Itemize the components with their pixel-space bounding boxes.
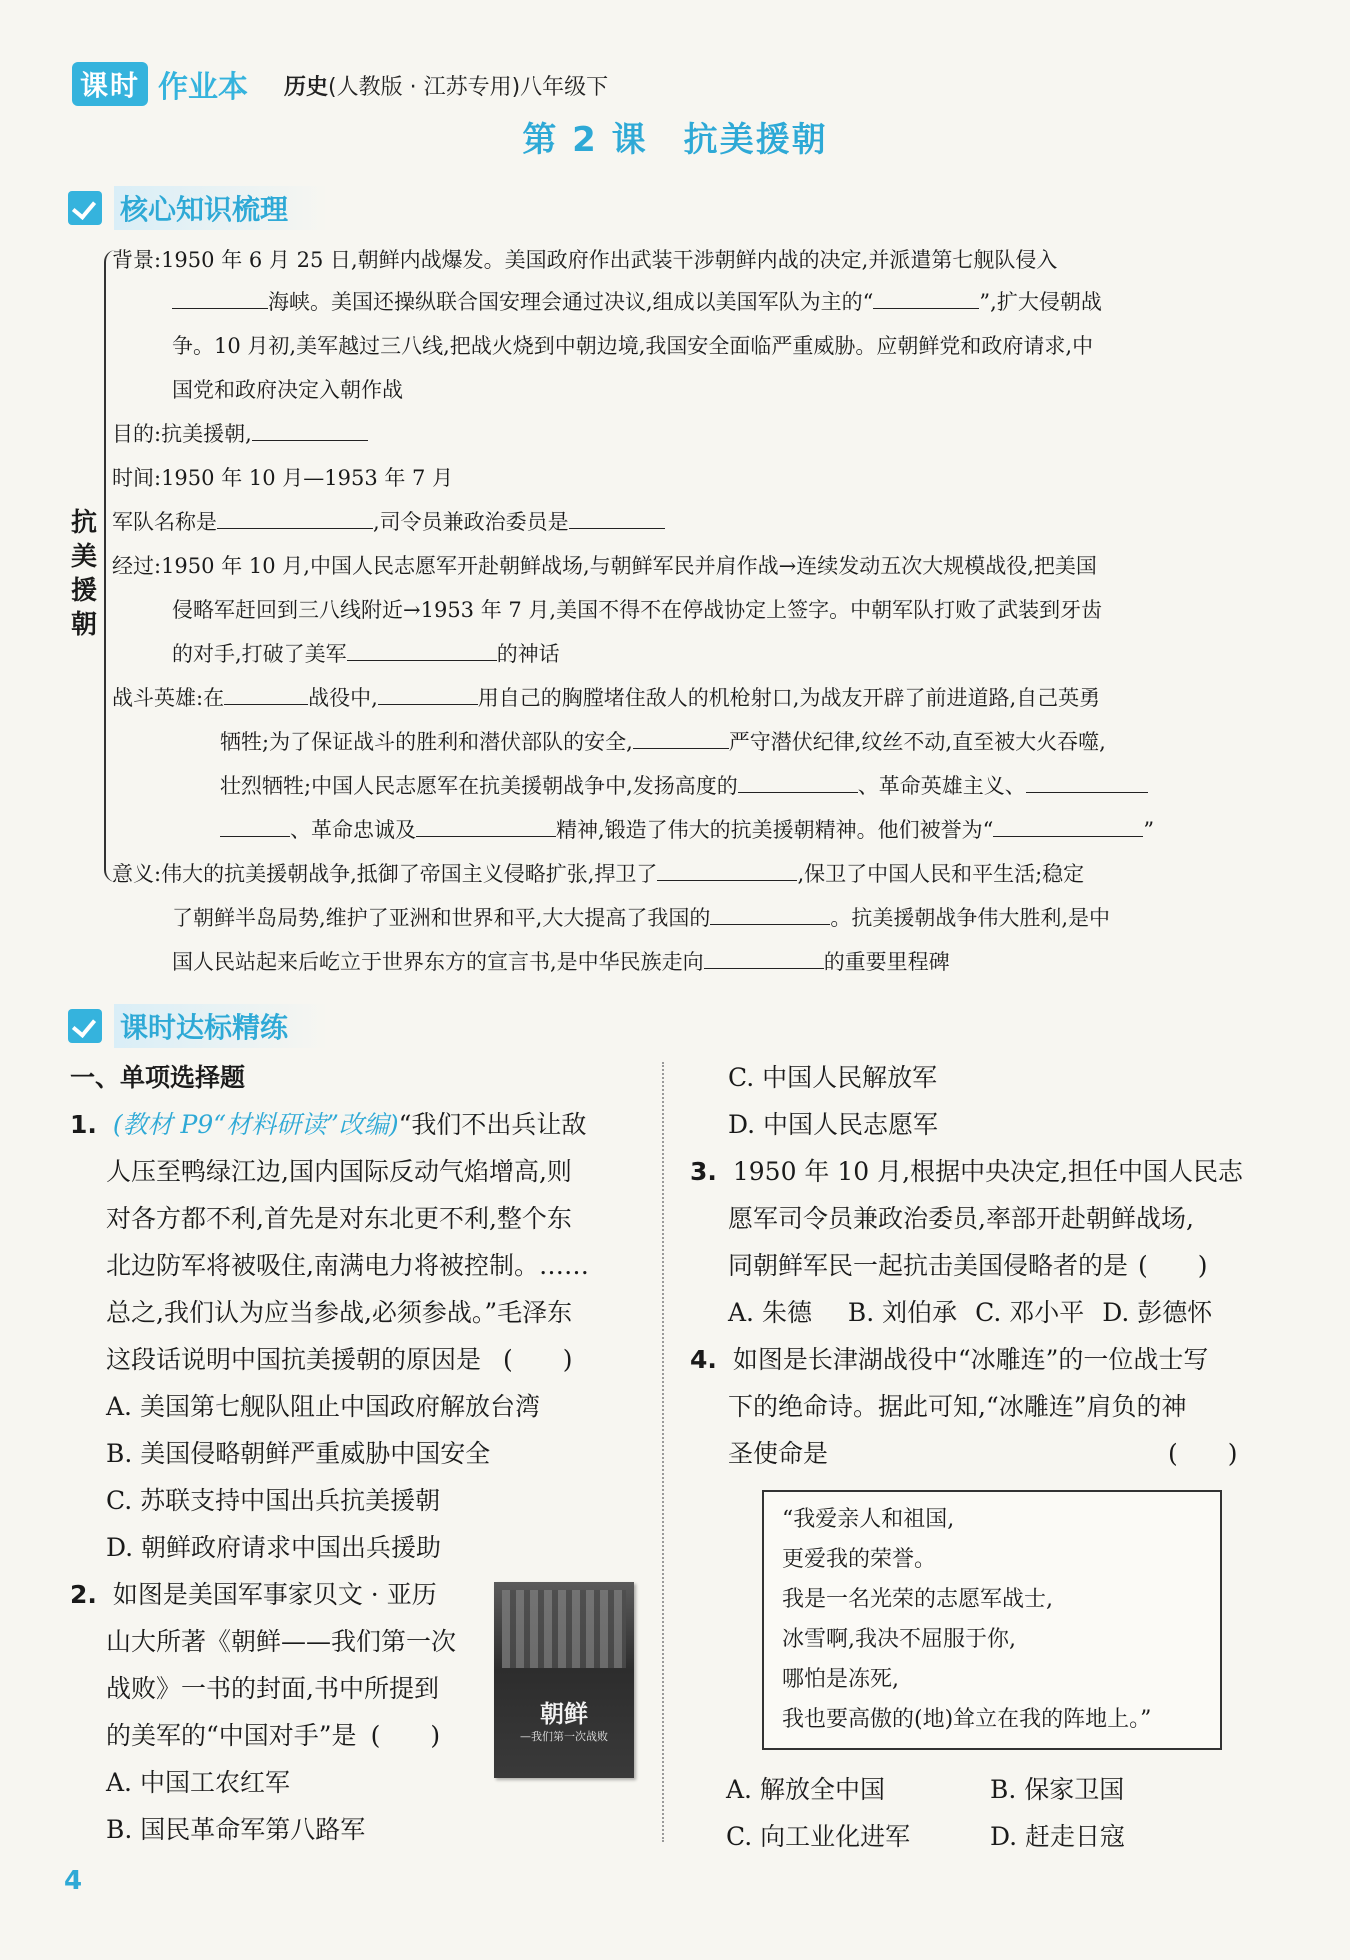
option-a[interactable]: A. 中国工农红军 [106,1768,290,1797]
tree-topic-label: 抗 美 援 朝 [70,508,97,640]
brand-logo: 课时 [72,62,148,106]
tree-line: 、革命忠诚及 精神,锻造了伟大的抗美援朝精神。他们被誉为“ ” [220,814,1154,846]
part-title: 一、单项选择题 [70,1063,246,1092]
poem-line: “我爱亲人和祖国, [782,1507,955,1532]
book-title [284,70,608,101]
option-c[interactable]: C. 苏联支持中国出兵抗美援朝 [106,1486,441,1515]
question-number: 1. [70,1110,97,1139]
fill-blank[interactable] [224,682,308,705]
fill-blank[interactable] [569,506,665,529]
question-3-line: 3. 1950 年 10 月,根据中央决定,担任中国人民志 [690,1157,1244,1186]
option-b[interactable]: B. 国民革命军第八路军 [106,1815,366,1844]
tree-line: 国人民站起来后屹立于世界东方的宣言书,是中华民族走向 的重要里程碑 [172,946,950,978]
question-1-line: 这段话说明中国抗美援朝的原因是 ( ) [106,1336,573,1383]
question-number: 4. [690,1345,717,1374]
question-1-line: 总之,我们认为应当参战,必须参战。”毛泽东 [106,1298,573,1327]
answer-parentheses[interactable]: ( ) [370,1721,441,1750]
fill-blank[interactable] [873,286,979,309]
poem-line: 冰雪啊,我决不屈服于你, [782,1627,1016,1652]
question-1-line: 人压至鸭绿江边,国内国际反动气焰增高,则 [106,1157,572,1186]
poem-line: 我是一名光荣的志愿军战士, [782,1587,1053,1612]
question-2-line: 的美军的“中国对手”是 ( ) [106,1712,440,1759]
option-c[interactable]: C. 邓小平 [975,1298,1085,1327]
question-3-line: 同朝鲜军民一起抗击美国侵略者的是 ( ) [728,1242,1208,1289]
option-b[interactable]: B. 美国侵略朝鲜严重威胁中国安全 [106,1439,491,1468]
option-c[interactable]: C. 中国人民解放军 [728,1063,938,1092]
option-d[interactable]: D. 中国人民志愿军 [728,1110,939,1139]
cover-title: 朝鲜 [540,1699,588,1728]
question-4-line: 圣使命是 ( ) [728,1430,1238,1477]
answer-parentheses[interactable]: ( ) [503,1345,573,1374]
tree-line: 时间:1950 年 10 月—1953 年 7 月 [112,466,454,490]
question-3-line: 愿军司令员兼政治委员,率部开赴朝鲜战场, [728,1204,1194,1233]
question-4-line: 4. 如图是长津湖战役中“冰雕连”的一位战士写 [690,1345,1209,1374]
fill-blank[interactable] [1026,770,1148,793]
lesson-title [0,112,1350,161]
fill-blank[interactable] [217,506,373,529]
cover-photo [502,1590,626,1668]
answer-parentheses[interactable]: ( ) [1138,1251,1208,1280]
tree-line: 侵略军赶回到三八线附近→1953 年 7 月,美国不得不在停战协定上签字。中朝军队打败了武装到牙齿 [172,598,1103,622]
question-2-line: 山大所著《朝鲜——我们第一次 [106,1627,457,1656]
option-d[interactable]: D. 赶走日寇 [990,1822,1126,1851]
fill-blank[interactable] [378,682,478,705]
section-knowledge-heading [68,186,328,230]
checkbox-icon [68,191,102,225]
fill-blank[interactable] [172,286,268,309]
tree-line: 战斗英雄:在 战役中, 用自己的胸膛堵住敌人的机枪射口,为战友开辟了前进道路,自己英勇 [112,682,1100,714]
tree-line: 牺牲;为了保证战斗的胜利和潜伏部队的安全, 严守潜伏纪律,纹丝不动,直至被大火吞噬, [220,726,1106,758]
question-2-line: 2. 如图是美国军事家贝文 · 亚历 [70,1580,437,1609]
question-1-line: 北边防军将被吸住,南满电力将被控制。…… [106,1251,589,1280]
fill-blank[interactable] [633,726,729,749]
question-2-line: 战败》一书的封面,书中所提到 [106,1674,439,1703]
fill-blank[interactable] [993,814,1143,837]
poem-line: 我也要高傲的(地)耸立在我的阵地上。” [782,1707,1152,1732]
pencil-check-icon [68,1009,102,1043]
poem-box [762,1490,1222,1750]
fill-blank[interactable] [738,770,858,793]
tree-line: 了朝鲜半岛局势,维护了亚洲和世界和平,大大提高了我国的 。抗美援朝战争伟大胜利,是中 [172,902,1110,934]
question-source: (教材 P9“材料研读”改编) [112,1110,399,1139]
poem-line: 哪怕是冻死, [782,1667,899,1692]
option-d[interactable]: D. 彭德怀 [1102,1298,1213,1327]
question-1-line: 1. (教材 P9“材料研读”改编)“我们不出兵让敌 [70,1110,587,1139]
tree-line: 海峡。美国还操纵联合国安理会通过决议,组成以美国军队为主的“ ”,扩大侵朝战 [172,286,1102,318]
answer-parentheses[interactable]: ( ) [1168,1439,1238,1468]
question-number: 2. [70,1580,97,1609]
fill-blank[interactable] [220,814,290,837]
lesson-number: 第 2 课 [522,120,648,160]
option-a[interactable]: A. 美国第七舰队阻止中国政府解放台湾 [106,1392,540,1421]
question-4-line: 下的绝命诗。据此可知,“冰雕连”肩负的神 [728,1392,1187,1421]
book-edition: (人教版 · 江苏专用)八年级下 [328,75,609,100]
tree-line: 军队名称是 ,司令员兼政治委员是 [112,506,665,538]
poem-line: 更爱我的荣誉。 [782,1547,937,1572]
fill-blank[interactable] [704,946,824,969]
fill-blank[interactable] [347,638,497,661]
tree-line: 壮烈牺牲;中国人民志愿军在抗美援朝战争中,发扬高度的 、革命英雄主义、 [220,770,1148,802]
option-a[interactable]: A. 解放全中国 [726,1775,885,1804]
tree-line: 的对手,打破了美军 的神话 [172,638,560,670]
tree-line: 国党和政府决定入朝作战 [172,378,403,402]
fill-blank[interactable] [416,814,556,837]
fill-blank[interactable] [252,418,368,441]
option-b[interactable]: B. 刘伯承 [847,1298,958,1327]
book-cover-image [494,1582,634,1778]
question-number: 3. [690,1157,717,1186]
tree-line: 经过:1950 年 10 月,中国人民志愿军开赴朝鲜战场,与朝鲜军民并肩作战→连续发动五次大规模战役,把美国 [112,554,1097,578]
page-number: 4 [64,1866,83,1896]
tree-line: 目的:抗美援朝, [112,418,368,450]
option-a[interactable]: A. 朱德 [728,1298,812,1327]
tree-line: 背景:1950 年 6 月 25 日,朝鲜内战爆发。美国政府作出武装干涉朝鲜内战的决定,并派遣第七舰队侵入 [112,248,1058,272]
lesson-name: 抗美援朝 [683,120,828,160]
section-practice-heading [68,1004,328,1048]
cover-subtitle: —我们第一次战败 [520,1730,608,1743]
question-3-options [728,1289,1212,1336]
brand [72,62,248,106]
fill-blank[interactable] [710,902,830,925]
tree-line: 争。10 月初,美军越过三八线,把战火烧到中朝边境,我国安全面临严重威胁。应朝鲜党和政府请求,中 [172,334,1094,358]
section-knowledge-title: 核心知识梳理 [114,186,328,230]
book-subject: 历史 [284,75,329,100]
section-practice-title: 课时达标精练 [114,1004,328,1048]
fill-blank[interactable] [657,858,797,881]
option-b[interactable]: B. 保家卫国 [990,1775,1125,1804]
column-divider [662,1062,664,1842]
option-c[interactable]: C. 向工业化进军 [726,1822,911,1851]
question-1-line: 对各方都不利,首先是对东北更不利,整个东 [106,1204,572,1233]
option-d[interactable]: D. 朝鲜政府请求中国出兵援助 [106,1533,442,1562]
tree-line: 意义:伟大的抗美援朝战争,抵御了帝国主义侵略扩张,捍卫了 ,保卫了中国人民和平生活;稳定 [112,858,1084,890]
brand-name: 作业本 [158,70,249,105]
